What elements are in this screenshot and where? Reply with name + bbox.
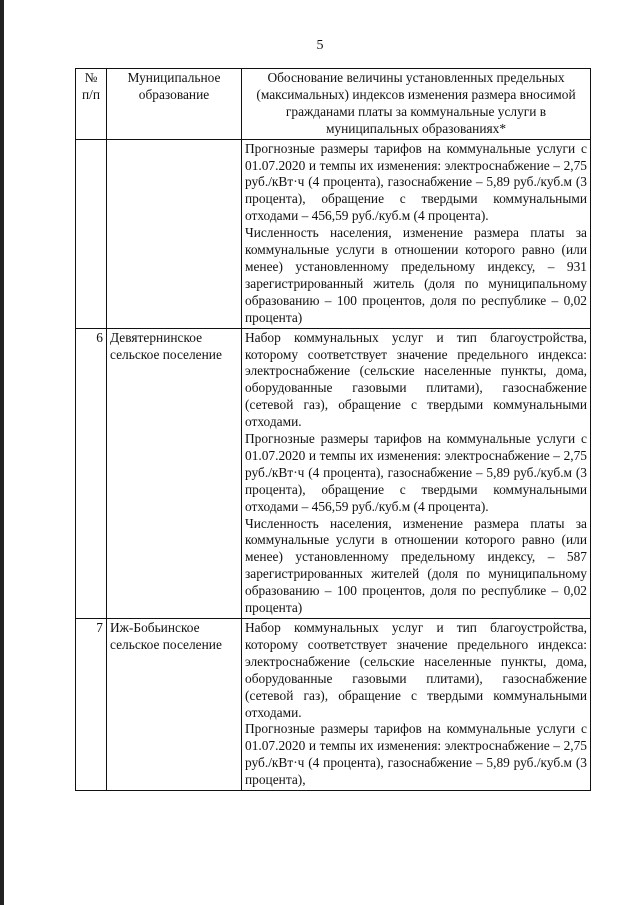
paragraph: Прогнозные размеры тарифов на коммунальные услуги с 01.07.2020 и темпы их изменения: электроснабжение – 2,75 руб./кВт·ч (4 процента), газоснабжение – 5,89 руб./куб.м (3 процента), — [245, 721, 587, 788]
scan-edge-mark — [0, 0, 4, 905]
row-municipality — [107, 139, 242, 328]
table-row — [76, 619, 591, 791]
header-num: № п/п — [76, 69, 107, 140]
page-number: 5 — [316, 38, 324, 53]
row-municipality: Девятернинское сельское поселение — [107, 328, 242, 618]
paragraph: Набор коммунальных услуг и тип благоустройства, которому соответствует значение предельного индекса: электроснабжение (сельские населенные пункты, дома, оборудованные газовыми плитами), газоснабжение (сетевой газ), обращение с твердыми коммунальными отходами. — [245, 620, 587, 720]
row-municipality: Иж-Бобьинское сельское поселение — [107, 619, 242, 791]
table-header-row — [76, 69, 591, 140]
row-justification — [242, 619, 591, 791]
tariff-table — [75, 68, 591, 791]
paragraph: Численность населения, изменение размера платы за коммунальные услуги в отношении которого равно (или менее) установленному предельному индексу, – 587 зарегистрированных жителей (доля по муниципальному образованию – 100 процентов, доля по республике – 0,02 процента) — [245, 515, 587, 616]
row-num: 6 — [76, 328, 107, 618]
row-justification — [242, 139, 591, 328]
paragraph: Численность населения, изменение размера платы за коммунальные услуги в отношении которого равно (или менее) установленному предельному индексу, – 931 зарегистрированный житель (доля по муниципальному образованию – 100 процентов, доля по республике – 0,02 процента) — [245, 225, 587, 325]
row-num — [76, 139, 107, 328]
header-municipality: Муниципальное образование — [107, 69, 242, 140]
header-justification: Обоснование величины установленных предельных (максимальных) индексов изменения размера вносимой гражданами платы за коммунальные услуги в муниципальных образованиях* — [242, 69, 591, 140]
row-justification — [242, 328, 591, 618]
table-row — [76, 328, 591, 618]
row-num: 7 — [76, 619, 107, 791]
paragraph: Прогнозные размеры тарифов на коммунальные услуги с 01.07.2020 и темпы их изменения: электроснабжение – 2,75 руб./кВт·ч (4 процента), газоснабжение – 5,89 руб./куб.м (3 процента), обращение с твердыми коммунальными отходами – 456,59 руб./куб.м (4 процента). — [245, 431, 587, 514]
paragraph: Набор коммунальных услуг и тип благоустройства, которому соответствует значение предельного индекса: электроснабжение (сельские населенные пункты, дома, оборудованные газовыми плитами), газоснабжение (сетевой газ), обращение с твердыми коммунальными отходами. — [245, 329, 587, 430]
paragraph: Прогнозные размеры тарифов на коммунальные услуги с 01.07.2020 и темпы их изменения: электроснабжение – 2,75 руб./кВт·ч (4 процента), газоснабжение – 5,89 руб./куб.м (3 процента), обращение с твердыми коммунальными отходами – 456,59 руб./куб.м (4 процента). — [245, 140, 587, 224]
table-row — [76, 139, 591, 328]
